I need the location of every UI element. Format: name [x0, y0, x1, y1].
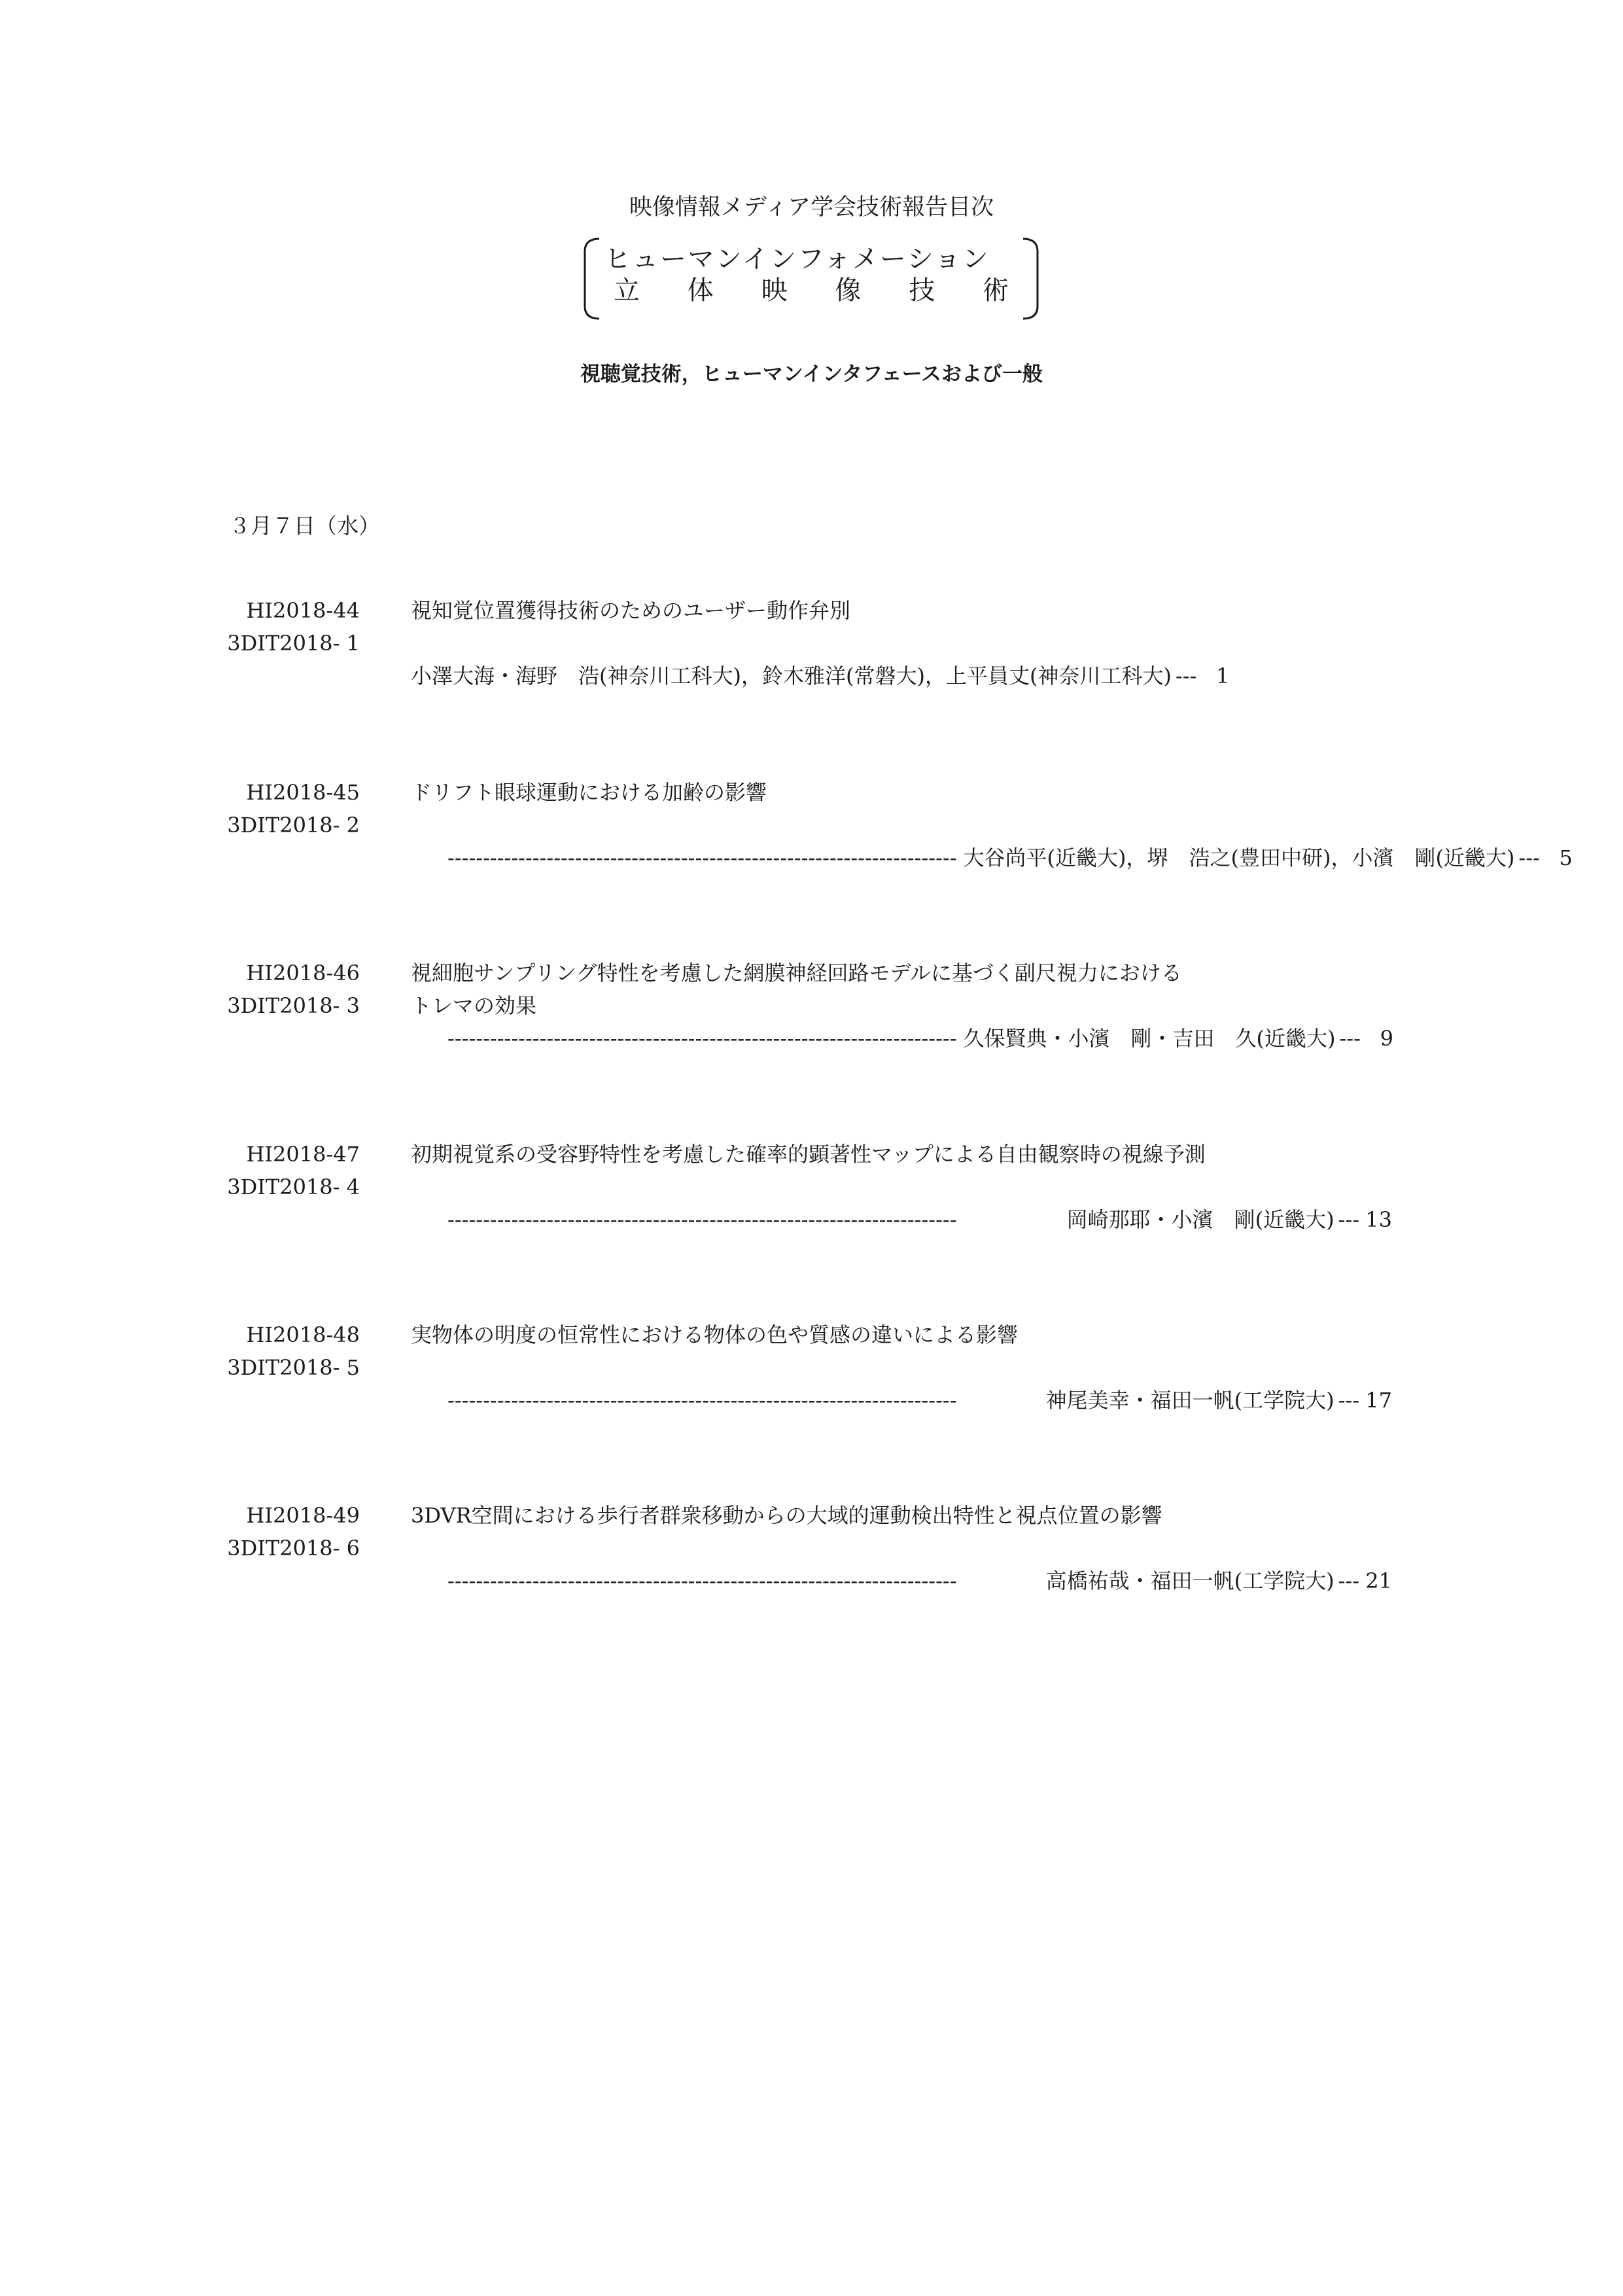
- group-name-char: 映: [761, 275, 788, 306]
- group-name-char: 術: [982, 275, 1009, 306]
- paper-title: 初期視覚系の受容野特性を考慮した確率的顕著性マップによる自由観察時の視線予測: [411, 1142, 1206, 1167]
- paper-authors: 大谷尚平(近畿大)，堺 浩之(豊田中研)，小濱 剛(近畿大): [963, 845, 1515, 870]
- paper-title: ドリフト眼球運動における加齢の影響: [411, 780, 767, 805]
- group-name-char: 技: [909, 275, 935, 306]
- hi-code: HI2018-47: [246, 1142, 360, 1167]
- paper-title: 3DVR空間における歩行者群衆移動からの大域的運動検出特性と視点位置の影響: [411, 1503, 1162, 1528]
- page-number: 1: [1216, 663, 1230, 688]
- byline: [411, 1384, 1392, 1417]
- 3dit-code: 3DIT2018- 5: [227, 1355, 360, 1380]
- group-name-line-2: [604, 275, 1018, 306]
- page-number: 9: [1380, 1026, 1393, 1051]
- byline: [411, 1203, 1392, 1236]
- leader-trail: ---: [1338, 1207, 1359, 1232]
- paper-authors: 高橋祐哉・福田一帆(工学院大): [1045, 1568, 1335, 1593]
- page-number: 13: [1365, 1207, 1392, 1232]
- hi-code: HI2018-48: [246, 1322, 360, 1347]
- paper-title: 視知覚位置獲得技術のためのユーザー動作弁別: [411, 598, 851, 623]
- dot-leader: ------------------------------------------------------------------------: [447, 1388, 957, 1413]
- paper-authors: 神尾美幸・福田一帆(工学院大): [1045, 1388, 1335, 1413]
- page-number: 17: [1365, 1388, 1392, 1413]
- group-name-bracket: [580, 237, 1043, 321]
- byline: [411, 841, 1573, 874]
- group-name-line-1: ヒューマンインフォメーション: [604, 244, 990, 274]
- page-number: 21: [1365, 1568, 1392, 1593]
- right-bracket-icon: [1021, 237, 1043, 321]
- 3dit-code: 3DIT2018- 4: [227, 1174, 360, 1199]
- 3dit-code: 3DIT2018- 1: [227, 631, 360, 656]
- paper-title: 実物体の明度の恒常性における物体の色や質感の違いによる影響: [411, 1322, 1019, 1347]
- paper-title-continued: トレマの効果: [411, 993, 537, 1018]
- hi-code: HI2018-44: [246, 598, 360, 623]
- session-subtitle: 視聴覚技術，ヒューマンインタフェースおよび一般: [580, 362, 1043, 386]
- dot-leader: ------------------------------------------------------------------------: [447, 845, 957, 870]
- report-title: 映像情報メディア学会技術報告目次: [629, 194, 994, 221]
- leader-trail: ---: [1339, 1026, 1361, 1051]
- leader-trail: ---: [1338, 1388, 1359, 1413]
- group-name-char: 体: [687, 275, 714, 306]
- byline: [411, 1022, 1392, 1055]
- byline: [411, 1564, 1392, 1597]
- session-date: ３月７日（水）: [229, 513, 380, 539]
- 3dit-code: 3DIT2018- 2: [227, 813, 360, 838]
- leader-trail: ---: [1518, 845, 1540, 870]
- 3dit-code: 3DIT2018- 3: [227, 993, 360, 1018]
- page-number: 5: [1559, 845, 1573, 870]
- leader-trail: ---: [1338, 1568, 1359, 1593]
- dot-leader: ------------------------------------------------------------------------: [447, 1568, 957, 1593]
- hi-code: HI2018-45: [246, 780, 360, 805]
- byline: [411, 660, 1392, 692]
- group-name-char: 像: [835, 275, 862, 306]
- dot-leader: ------------------------------------------------------------------------: [447, 1026, 957, 1051]
- leader-trail: ---: [1175, 663, 1197, 688]
- left-bracket-icon: [580, 237, 602, 321]
- group-name-char: 立: [614, 275, 640, 306]
- dot-leader: ------------------------------------------------------------------------: [447, 1207, 957, 1232]
- hi-code: HI2018-49: [246, 1503, 360, 1528]
- paper-authors: 久保賢典・小濱 剛・吉田 久(近畿大): [963, 1026, 1336, 1051]
- paper-authors: 岡崎那耶・小濱 剛(近畿大): [1066, 1207, 1335, 1232]
- hi-code: HI2018-46: [246, 961, 360, 985]
- paper-title: 視細胞サンプリング特性を考慮した網膜神経回路モデルに基づく副尺視力における: [411, 961, 1182, 985]
- 3dit-code: 3DIT2018- 6: [227, 1536, 360, 1561]
- paper-authors: 小澤大海・海野 浩(神奈川工科大)，鈴木雅洋(常磐大)，上平員丈(神奈川工科大): [411, 663, 1172, 688]
